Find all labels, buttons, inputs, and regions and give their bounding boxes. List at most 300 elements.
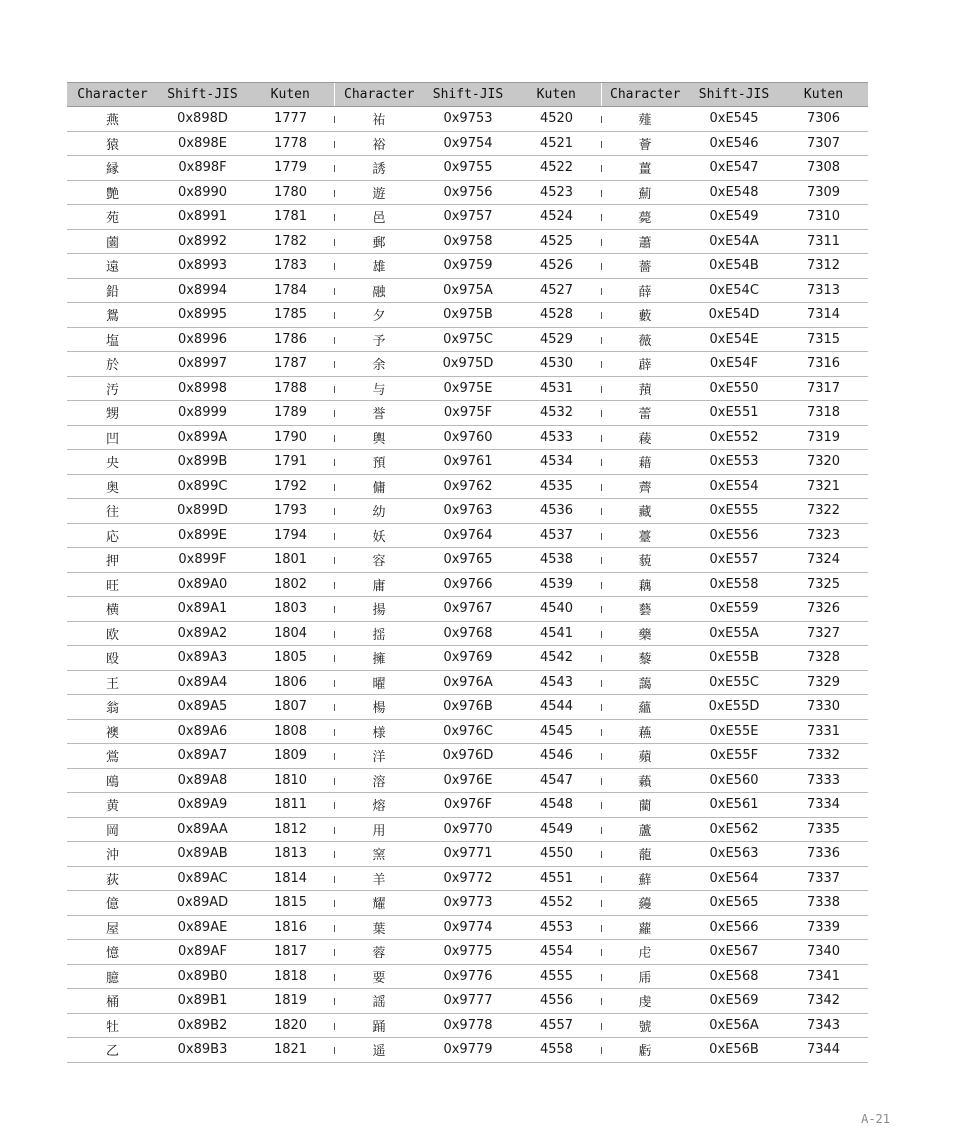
kuten-cell: 7320: [779, 450, 868, 475]
kuten-cell: 1801: [247, 548, 334, 573]
shift-jis-cell: 0x9770: [424, 817, 512, 842]
shift-jis-cell: 0x9757: [424, 205, 512, 230]
character-cell: 揺: [334, 621, 424, 646]
kuten-cell: 4528: [512, 303, 601, 328]
kuten-cell: 7339: [779, 915, 868, 940]
shift-jis-cell: 0x89A4: [158, 670, 247, 695]
shift-jis-cell: 0xE563: [689, 842, 779, 867]
character-cell: 薑: [601, 156, 689, 181]
shift-jis-cell: 0xE568: [689, 964, 779, 989]
shift-jis-cell: 0x8999: [158, 401, 247, 426]
shift-jis-cell: 0x89A1: [158, 597, 247, 622]
kuten-cell: 7307: [779, 131, 868, 156]
character-cell: 楊: [334, 695, 424, 720]
character-cell: 欧: [67, 621, 158, 646]
shift-jis-cell: 0x8995: [158, 303, 247, 328]
shift-jis-cell: 0xE54C: [689, 278, 779, 303]
kuten-cell: 7316: [779, 352, 868, 377]
character-cell: 雄: [334, 254, 424, 279]
character-cell: 薜: [601, 352, 689, 377]
shift-jis-cell: 0x9756: [424, 180, 512, 205]
character-cell: 妖: [334, 523, 424, 548]
shift-jis-cell: 0xE561: [689, 793, 779, 818]
character-cell: 蘆: [601, 817, 689, 842]
kuten-cell: 4533: [512, 425, 601, 450]
kuten-cell: 1788: [247, 376, 334, 401]
kuten-cell: 1777: [247, 107, 334, 132]
kuten-cell: 1791: [247, 450, 334, 475]
table-row: [67, 646, 868, 671]
character-cell: 襖: [67, 719, 158, 744]
character-cell: 傭: [334, 474, 424, 499]
character-cell: 央: [67, 450, 158, 475]
character-cell: 様: [334, 719, 424, 744]
kuten-cell: 4538: [512, 548, 601, 573]
character-cell: 藾: [601, 768, 689, 793]
shift-jis-cell: 0x9760: [424, 425, 512, 450]
shift-jis-cell: 0xE555: [689, 499, 779, 524]
table-row: [67, 499, 868, 524]
character-cell: 縁: [67, 156, 158, 181]
character-cell: 汚: [67, 376, 158, 401]
character-cell: 凹: [67, 425, 158, 450]
shift-jis-cell: 0xE55E: [689, 719, 779, 744]
shift-jis-cell: 0xE545: [689, 107, 779, 132]
shift-jis-cell: 0x8998: [158, 376, 247, 401]
kuten-cell: 7322: [779, 499, 868, 524]
character-cell: 薔: [601, 254, 689, 279]
character-cell: 押: [67, 548, 158, 573]
shift-jis-cell: 0x9753: [424, 107, 512, 132]
shift-jis-cell: 0x9777: [424, 989, 512, 1014]
shift-jis-cell: 0xE554: [689, 474, 779, 499]
kuten-cell: 4558: [512, 1038, 601, 1063]
kuten-cell: 7335: [779, 817, 868, 842]
column-header: Shift-JIS: [689, 83, 779, 107]
character-cell: 蕭: [601, 229, 689, 254]
table-row: [67, 352, 868, 377]
kuten-cell: 1785: [247, 303, 334, 328]
shift-jis-cell: 0x89AF: [158, 940, 247, 965]
character-cell: 王: [67, 670, 158, 695]
shift-jis-cell: 0x898F: [158, 156, 247, 181]
kuten-cell: 7332: [779, 744, 868, 769]
character-cell: 乕: [601, 964, 689, 989]
character-cell: 藺: [601, 793, 689, 818]
kuten-cell: 7338: [779, 891, 868, 916]
character-cell: 臆: [67, 964, 158, 989]
shift-jis-cell: 0x8997: [158, 352, 247, 377]
kuten-cell: 1803: [247, 597, 334, 622]
shift-jis-cell: 0x8992: [158, 229, 247, 254]
kuten-cell: 7329: [779, 670, 868, 695]
character-cell: 燕: [67, 107, 158, 132]
shift-jis-cell: 0x89A8: [158, 768, 247, 793]
shift-jis-cell: 0xE54B: [689, 254, 779, 279]
character-cell: 藏: [601, 499, 689, 524]
kuten-cell: 4523: [512, 180, 601, 205]
character-cell: 夕: [334, 303, 424, 328]
character-cell: 岡: [67, 817, 158, 842]
shift-jis-cell: 0xE550: [689, 376, 779, 401]
kuten-cell: 1816: [247, 915, 334, 940]
kuten-cell: 1793: [247, 499, 334, 524]
table-row: [67, 278, 868, 303]
character-cell: 薹: [601, 523, 689, 548]
character-cell: 號: [601, 1013, 689, 1038]
character-cell: 横: [67, 597, 158, 622]
character-cell: 蕾: [601, 401, 689, 426]
shift-jis-cell: 0xE556: [689, 523, 779, 548]
shift-jis-cell: 0x9761: [424, 450, 512, 475]
table-row: [67, 670, 868, 695]
table-row: [67, 866, 868, 891]
kuten-cell: 4525: [512, 229, 601, 254]
character-cell: 蓉: [334, 940, 424, 965]
character-cell: 溶: [334, 768, 424, 793]
shift-jis-cell: 0x9775: [424, 940, 512, 965]
character-cell: 薗: [67, 229, 158, 254]
table-row: [67, 842, 868, 867]
character-cell: 庸: [334, 572, 424, 597]
shift-jis-cell: 0x9754: [424, 131, 512, 156]
character-cell: 薛: [601, 278, 689, 303]
character-cell: 塩: [67, 327, 158, 352]
character-cell: 余: [334, 352, 424, 377]
kuten-cell: 4548: [512, 793, 601, 818]
shift-jis-cell: 0x9767: [424, 597, 512, 622]
shift-jis-cell: 0xE56B: [689, 1038, 779, 1063]
kuten-cell: 1809: [247, 744, 334, 769]
kuten-cell: 1786: [247, 327, 334, 352]
table-row: [67, 425, 868, 450]
shift-jis-cell: 0x975E: [424, 376, 512, 401]
kuten-cell: 1813: [247, 842, 334, 867]
character-cell: 旺: [67, 572, 158, 597]
shift-jis-cell: 0xE55D: [689, 695, 779, 720]
shift-jis-cell: 0xE569: [689, 989, 779, 1014]
kuten-cell: 4535: [512, 474, 601, 499]
shift-jis-cell: 0xE565: [689, 891, 779, 916]
kuten-cell: 7314: [779, 303, 868, 328]
table-row: [67, 401, 868, 426]
kuten-cell: 7331: [779, 719, 868, 744]
kuten-cell: 4547: [512, 768, 601, 793]
column-header: Kuten: [779, 83, 868, 107]
character-cell: 窯: [334, 842, 424, 867]
shift-jis-cell: 0xE553: [689, 450, 779, 475]
table-row: [67, 254, 868, 279]
kuten-cell: 4554: [512, 940, 601, 965]
character-cell: 甥: [67, 401, 158, 426]
table-row: [67, 915, 868, 940]
character-cell: 要: [334, 964, 424, 989]
table-row: [67, 1013, 868, 1038]
table-row: [67, 450, 868, 475]
shift-jis-cell: 0x8991: [158, 205, 247, 230]
kuten-cell: 4557: [512, 1013, 601, 1038]
shift-jis-cell: 0xE551: [689, 401, 779, 426]
table-row: [67, 768, 868, 793]
kuten-cell: 4532: [512, 401, 601, 426]
table-row: [67, 474, 868, 499]
character-cell: 応: [67, 523, 158, 548]
character-cell: 謡: [334, 989, 424, 1014]
shift-jis-cell: 0xE55F: [689, 744, 779, 769]
kuten-cell: 4553: [512, 915, 601, 940]
column-header: Character: [601, 83, 689, 107]
kuten-cell: 7319: [779, 425, 868, 450]
table-row: [67, 205, 868, 230]
header-row: [67, 83, 868, 107]
shift-jis-cell: 0x9763: [424, 499, 512, 524]
character-cell: 蘋: [601, 744, 689, 769]
page-number: A-21: [861, 1112, 890, 1126]
table-row: [67, 940, 868, 965]
kuten-cell: 7340: [779, 940, 868, 965]
character-cell: 融: [334, 278, 424, 303]
table-row: [67, 376, 868, 401]
shift-jis-cell: 0x89A3: [158, 646, 247, 671]
kuten-cell: 1818: [247, 964, 334, 989]
kuten-cell: 4552: [512, 891, 601, 916]
character-cell: 藐: [601, 548, 689, 573]
kuten-cell: 7321: [779, 474, 868, 499]
shift-jis-cell: 0x976F: [424, 793, 512, 818]
shift-jis-cell: 0x9769: [424, 646, 512, 671]
kuten-cell: 1789: [247, 401, 334, 426]
character-cell: 蘚: [601, 866, 689, 891]
character-cell: 洋: [334, 744, 424, 769]
table-row: [67, 793, 868, 818]
kuten-cell: 7311: [779, 229, 868, 254]
shift-jis-cell: 0x89A9: [158, 793, 247, 818]
shift-jis-cell: 0x975B: [424, 303, 512, 328]
character-cell: 蕷: [601, 376, 689, 401]
kuten-cell: 4550: [512, 842, 601, 867]
kuten-cell: 1808: [247, 719, 334, 744]
shift-jis-cell: 0x89A7: [158, 744, 247, 769]
character-cell: 郵: [334, 229, 424, 254]
shift-jis-cell: 0xE55C: [689, 670, 779, 695]
kuten-cell: 4545: [512, 719, 601, 744]
kuten-cell: 7328: [779, 646, 868, 671]
kuten-cell: 4529: [512, 327, 601, 352]
shift-jis-cell: 0x975F: [424, 401, 512, 426]
character-cell: 遠: [67, 254, 158, 279]
character-cell: 蘰: [601, 891, 689, 916]
kuten-cell: 7326: [779, 597, 868, 622]
kuten-cell: 1810: [247, 768, 334, 793]
character-cell: 誘: [334, 156, 424, 181]
kuten-cell: 4556: [512, 989, 601, 1014]
kuten-cell: 1778: [247, 131, 334, 156]
character-cell: 虔: [601, 989, 689, 1014]
shift-jis-cell: 0xE547: [689, 156, 779, 181]
shift-jis-cell: 0x89B3: [158, 1038, 247, 1063]
character-cell: 藪: [601, 303, 689, 328]
table-row: [67, 964, 868, 989]
kuten-cell: 4520: [512, 107, 601, 132]
table-row: [67, 621, 868, 646]
character-cell: 薐: [601, 425, 689, 450]
shift-jis-cell: 0x899B: [158, 450, 247, 475]
character-cell: 艶: [67, 180, 158, 205]
character-cell: 藝: [601, 597, 689, 622]
character-cell: 耀: [334, 891, 424, 916]
kuten-cell: 1814: [247, 866, 334, 891]
character-cell: 藜: [601, 646, 689, 671]
kuten-cell: 4521: [512, 131, 601, 156]
kuten-cell: 7312: [779, 254, 868, 279]
shift-jis-cell: 0x975A: [424, 278, 512, 303]
kuten-cell: 7342: [779, 989, 868, 1014]
character-cell: 黄: [67, 793, 158, 818]
shift-jis-cell: 0x9771: [424, 842, 512, 867]
shift-jis-cell: 0x8996: [158, 327, 247, 352]
shift-jis-cell: 0x976A: [424, 670, 512, 695]
shift-jis-cell: 0x9778: [424, 1013, 512, 1038]
shift-jis-cell: 0x9768: [424, 621, 512, 646]
kuten-cell: 1806: [247, 670, 334, 695]
character-cell: 憶: [67, 940, 158, 965]
table-row: [67, 989, 868, 1014]
kuten-cell: 4536: [512, 499, 601, 524]
kuten-cell: 7315: [779, 327, 868, 352]
shift-jis-cell: 0xE55B: [689, 646, 779, 671]
kuten-cell: 1781: [247, 205, 334, 230]
kuten-cell: 1805: [247, 646, 334, 671]
character-cell: 裕: [334, 131, 424, 156]
shift-jis-cell: 0x9765: [424, 548, 512, 573]
shift-jis-cell: 0xE566: [689, 915, 779, 940]
character-cell: 薊: [601, 180, 689, 205]
kuten-cell: 7309: [779, 180, 868, 205]
shift-jis-cell: 0x89A6: [158, 719, 247, 744]
character-cell: 羊: [334, 866, 424, 891]
kuten-cell: 1804: [247, 621, 334, 646]
character-cell: 藉: [601, 450, 689, 475]
character-code-table: [67, 82, 868, 1063]
column-header: Shift-JIS: [424, 83, 512, 107]
kuten-cell: 1792: [247, 474, 334, 499]
kuten-cell: 4534: [512, 450, 601, 475]
shift-jis-cell: 0x899F: [158, 548, 247, 573]
shift-jis-cell: 0x89A0: [158, 572, 247, 597]
kuten-cell: 7310: [779, 205, 868, 230]
character-cell: 於: [67, 352, 158, 377]
shift-jis-cell: 0x898D: [158, 107, 247, 132]
shift-jis-cell: 0x976C: [424, 719, 512, 744]
character-cell: 祐: [334, 107, 424, 132]
character-cell: 揚: [334, 597, 424, 622]
kuten-cell: 4522: [512, 156, 601, 181]
kuten-cell: 4546: [512, 744, 601, 769]
kuten-cell: 7341: [779, 964, 868, 989]
column-header: Kuten: [247, 83, 334, 107]
kuten-cell: 7323: [779, 523, 868, 548]
kuten-cell: 4531: [512, 376, 601, 401]
kuten-cell: 1817: [247, 940, 334, 965]
shift-jis-cell: 0xE560: [689, 768, 779, 793]
kuten-cell: 1802: [247, 572, 334, 597]
character-cell: 邑: [334, 205, 424, 230]
shift-jis-cell: 0x975C: [424, 327, 512, 352]
character-cell: 蘊: [601, 695, 689, 720]
kuten-cell: 7325: [779, 572, 868, 597]
character-cell: 藕: [601, 572, 689, 597]
shift-jis-cell: 0x9755: [424, 156, 512, 181]
shift-jis-cell: 0x8990: [158, 180, 247, 205]
kuten-cell: 1790: [247, 425, 334, 450]
kuten-cell: 7344: [779, 1038, 868, 1063]
kuten-cell: 1812: [247, 817, 334, 842]
character-cell: 誉: [334, 401, 424, 426]
table-row: [67, 817, 868, 842]
kuten-cell: 4530: [512, 352, 601, 377]
character-cell: 桶: [67, 989, 158, 1014]
kuten-cell: 7343: [779, 1013, 868, 1038]
kuten-cell: 1815: [247, 891, 334, 916]
shift-jis-cell: 0xE56A: [689, 1013, 779, 1038]
character-cell: 翁: [67, 695, 158, 720]
kuten-cell: 1780: [247, 180, 334, 205]
character-cell: 踊: [334, 1013, 424, 1038]
character-cell: 奥: [67, 474, 158, 499]
kuten-cell: 4541: [512, 621, 601, 646]
shift-jis-cell: 0xE546: [689, 131, 779, 156]
shift-jis-cell: 0x976D: [424, 744, 512, 769]
column-header: Character: [334, 83, 424, 107]
character-cell: 苑: [67, 205, 158, 230]
kuten-cell: 4544: [512, 695, 601, 720]
character-cell: 与: [334, 376, 424, 401]
column-header: Shift-JIS: [158, 83, 247, 107]
column-header: Kuten: [512, 83, 601, 107]
table-row: [67, 572, 868, 597]
shift-jis-cell: 0x8993: [158, 254, 247, 279]
shift-jis-cell: 0x898E: [158, 131, 247, 156]
table-row: [67, 131, 868, 156]
shift-jis-cell: 0x899A: [158, 425, 247, 450]
kuten-cell: 7318: [779, 401, 868, 426]
character-cell: 遥: [334, 1038, 424, 1063]
shift-jis-cell: 0x89B1: [158, 989, 247, 1014]
table-row: [67, 107, 868, 132]
character-cell: 予: [334, 327, 424, 352]
character-cell: 蘢: [601, 842, 689, 867]
shift-jis-cell: 0x899D: [158, 499, 247, 524]
shift-jis-cell: 0x89A5: [158, 695, 247, 720]
kuten-cell: 1783: [247, 254, 334, 279]
shift-jis-cell: 0x89AC: [158, 866, 247, 891]
kuten-cell: 4537: [512, 523, 601, 548]
table-row: [67, 229, 868, 254]
kuten-cell: 4551: [512, 866, 601, 891]
kuten-cell: 1811: [247, 793, 334, 818]
shift-jis-cell: 0x976E: [424, 768, 512, 793]
kuten-cell: 7308: [779, 156, 868, 181]
kuten-cell: 7333: [779, 768, 868, 793]
table-row: [67, 156, 868, 181]
character-cell: 乙: [67, 1038, 158, 1063]
character-cell: 荻: [67, 866, 158, 891]
shift-jis-cell: 0x9773: [424, 891, 512, 916]
kuten-cell: 4549: [512, 817, 601, 842]
character-cell: 幼: [334, 499, 424, 524]
character-cell: 虍: [601, 940, 689, 965]
kuten-cell: 7334: [779, 793, 868, 818]
